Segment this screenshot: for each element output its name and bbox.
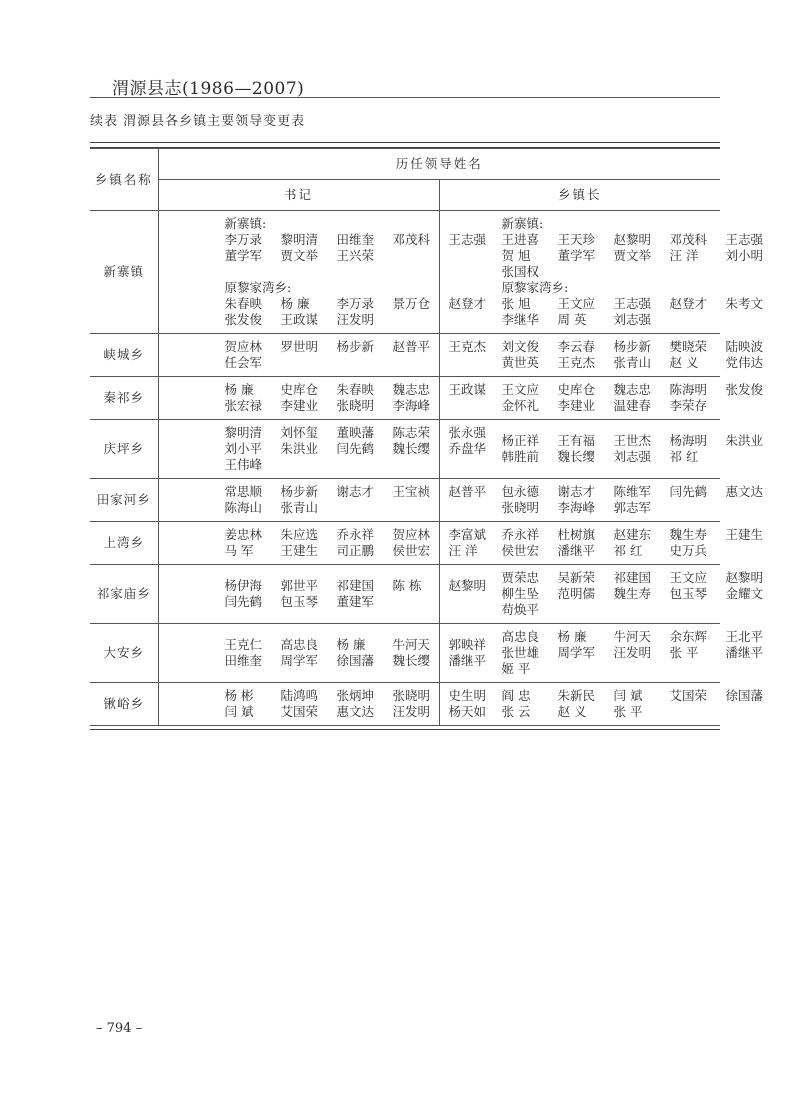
names-line [224, 425, 487, 441]
leader-name: 贾文举 [613, 248, 652, 263]
leader-name: 苟焕平 [501, 602, 540, 617]
names-line [502, 398, 721, 414]
leader-name: 李荣存 [669, 398, 708, 413]
leader-name: 朱洪业 [725, 433, 764, 448]
column-header-leaders: 历任领导姓名 [158, 149, 720, 180]
table-bottom-rule [90, 726, 720, 730]
leader-name: 邓茂科 [392, 232, 431, 247]
leader-name: 刘小明 [725, 248, 764, 263]
leader-name: 祁 红 [669, 449, 699, 464]
leader-name: 田维奎 [224, 653, 263, 668]
leader-name: 柳生坠 [501, 586, 540, 601]
leader-name: 魏志忠 [392, 382, 431, 397]
leader-name: 党伟达 [725, 355, 764, 370]
leader-name: 魏长缨 [557, 449, 596, 464]
leader-name: 张世雄 [501, 645, 540, 660]
leader-name: 刘小平 [224, 441, 263, 456]
leader-name: 李继华 [501, 312, 540, 327]
column-header-town-head: 乡镇长 [439, 180, 720, 211]
leader-name: 朱春映 [224, 296, 263, 311]
names-line [501, 248, 764, 264]
names-line [224, 653, 487, 669]
town-name-cell: 新寨镇 [90, 211, 158, 334]
leader-name: 陈海山 [224, 500, 263, 515]
names-line [501, 688, 764, 704]
names-line [225, 594, 439, 610]
leader-name: 王文应 [501, 382, 540, 397]
leader-name: 陈海明 [669, 382, 708, 397]
leader-name: 刘志强 [613, 312, 652, 327]
leader-name: 杨伊海 [224, 578, 263, 593]
column-header-secretary: 书记 [158, 180, 439, 211]
leader-name: 罗世明 [280, 339, 319, 354]
town-name-cell: 祁家庙乡 [90, 565, 158, 624]
leader-name: 郭志军 [613, 500, 652, 515]
leader-name: 汪发明 [613, 645, 652, 660]
leader-name: 惠文达 [725, 484, 764, 499]
leader-name: 张 平 [669, 645, 699, 660]
leader-name: 史库仓 [557, 382, 596, 397]
leader-name: 李建业 [557, 398, 596, 413]
leader-name: 汪发明 [392, 704, 431, 719]
town-name-cell: 大安乡 [90, 624, 158, 683]
leader-name: 王北平 [725, 629, 764, 644]
leader-name: 赵普平 [392, 339, 431, 354]
leader-name: 李万录 [336, 296, 375, 311]
names-line [501, 629, 764, 645]
leader-name: 张晓明 [336, 398, 375, 413]
names-line [224, 339, 487, 355]
leader-name: 杨步新 [280, 484, 319, 499]
town-name-cell: 庆坪乡 [90, 420, 158, 479]
leader-name: 金怀礼 [501, 398, 540, 413]
leader-name: 黎明清 [224, 425, 263, 440]
names-line [224, 441, 487, 457]
column-header-town: 乡镇名称 [90, 149, 158, 211]
leadership-table [90, 148, 764, 726]
town-head-names-cell [439, 565, 764, 624]
names-line [225, 457, 439, 473]
leader-name: 黄世英 [501, 355, 540, 370]
leader-name: 贾荣忠 [501, 570, 540, 585]
secretary-names-cell [158, 522, 487, 565]
leader-name: 惠文达 [336, 704, 375, 719]
leader-name: 杨海明 [669, 433, 708, 448]
leader-name: 高忠良 [280, 637, 319, 652]
leader-name: 牛河天 [392, 637, 431, 652]
leader-name: 赵建东 [613, 527, 652, 542]
leader-name: 史生明 [448, 688, 487, 703]
leader-name: 郭世平 [280, 578, 319, 593]
town-name-cell: 上湾乡 [90, 522, 158, 565]
names-line [225, 248, 439, 264]
leader-name: 李海峰 [557, 500, 596, 515]
leader-name: 谢志才 [336, 484, 375, 499]
names-line [224, 543, 478, 559]
subdivision-label: 原黎家湾乡: [501, 280, 569, 295]
leader-name: 包玉琴 [669, 586, 708, 601]
leader-name: 魏长缨 [392, 441, 431, 456]
table-caption: 续表 渭源县各乡镇主要领导变更表 [90, 114, 306, 129]
leader-name: 姜忠林 [224, 527, 263, 542]
leader-name: 魏生寿 [669, 527, 708, 542]
names-line [501, 296, 764, 312]
leader-name: 高忠良 [501, 629, 540, 644]
leader-name: 王志强 [725, 232, 764, 247]
subdivision-label: 新寨镇: [501, 216, 544, 231]
names-line [501, 433, 764, 449]
subdivision-label: 新寨镇: [224, 216, 267, 231]
leader-name: 史库仓 [280, 382, 319, 397]
names-line [225, 500, 439, 516]
names-line [224, 382, 487, 398]
names-line [224, 578, 487, 594]
names-line [224, 296, 487, 312]
leader-name: 闫 斌 [613, 688, 643, 703]
leader-name: 张永强 [448, 425, 487, 440]
leader-name: 李海峰 [392, 398, 431, 413]
names-line [224, 688, 487, 704]
town-name-cell: 锹峪乡 [90, 683, 158, 726]
names-line [502, 449, 721, 465]
leader-name: 周学军 [557, 645, 596, 660]
leader-name: 乔盘华 [448, 441, 487, 456]
leader-name: 金耀文 [725, 586, 764, 601]
leader-name: 闫先鹤 [224, 594, 263, 609]
town-head-names-cell [439, 211, 764, 334]
leader-name: 艾国荣 [280, 704, 319, 719]
names-line [224, 637, 487, 653]
names-line [501, 382, 764, 398]
leadership-table-wrapper [90, 142, 764, 730]
secretary-names-cell [158, 334, 487, 377]
leader-name: 朱洪业 [280, 441, 319, 456]
leader-name: 王伟峰 [224, 457, 263, 472]
leader-name: 余东辉 [669, 629, 708, 644]
leader-name: 王进喜 [501, 232, 540, 247]
leader-name: 魏志忠 [613, 382, 652, 397]
secretary-names-cell [158, 479, 487, 522]
leader-name: 艾国荣 [669, 688, 708, 703]
leader-name: 朱应选 [280, 527, 319, 542]
leader-name: 祁建国 [336, 578, 375, 593]
leader-name: 王宝祯 [392, 484, 431, 499]
leader-name: 田维奎 [336, 232, 375, 247]
leader-name: 朱春映 [336, 382, 375, 397]
leader-name: 黎明清 [280, 232, 319, 247]
leader-name: 朱考文 [725, 296, 764, 311]
leader-name: 杨 廉 [336, 637, 366, 652]
names-line [502, 602, 721, 618]
leader-name: 王天珍 [557, 232, 596, 247]
leader-name: 邓茂科 [669, 232, 708, 247]
names-line [501, 232, 764, 248]
leader-name: 赵黎明 [448, 578, 487, 593]
leader-name: 李建业 [280, 398, 319, 413]
leader-name: 徐国藩 [725, 688, 764, 703]
secretary-names-cell [158, 565, 487, 624]
leader-name: 董学军 [224, 248, 263, 263]
leader-name: 常思顺 [224, 484, 263, 499]
names-line [502, 312, 721, 328]
leader-name: 杨步新 [613, 339, 652, 354]
leader-name: 樊晓荣 [669, 339, 708, 354]
leader-name: 王克仁 [224, 637, 263, 652]
leader-name: 王克杰 [448, 339, 487, 354]
leader-name: 包永德 [501, 484, 540, 499]
leader-name: 刘文俊 [501, 339, 540, 354]
leader-name: 陈志荣 [392, 425, 431, 440]
subdivision-label: 原黎家湾乡: [224, 280, 292, 295]
secretary-names-cell [158, 420, 487, 479]
names-line [501, 339, 764, 355]
names-line [224, 704, 487, 720]
town-name-cell: 田家河乡 [90, 479, 158, 522]
leader-name: 杨 廉 [224, 382, 254, 397]
leader-name: 潘继平 [725, 645, 764, 660]
leader-name: 韩胜前 [501, 449, 540, 464]
leader-name: 王克杰 [557, 355, 596, 370]
names-line [225, 355, 439, 371]
leader-name: 王政谋 [280, 312, 319, 327]
table-row [90, 377, 720, 420]
secretary-names-cell [158, 683, 487, 726]
leader-name: 杨正祥 [501, 433, 540, 448]
leader-name: 王文应 [669, 570, 708, 585]
leader-name: 徐国藩 [336, 653, 375, 668]
leader-name: 杨 廉 [557, 629, 587, 644]
leader-name: 张炳坤 [336, 688, 375, 703]
leader-name: 谢志才 [557, 484, 596, 499]
names-line [502, 704, 721, 720]
leader-name: 贺 旭 [501, 248, 531, 263]
leader-name: 景万仓 [392, 296, 431, 311]
leader-name: 王文应 [557, 296, 596, 311]
leader-name: 魏长缨 [392, 653, 431, 668]
leader-name: 乔永祥 [336, 527, 375, 542]
leader-name: 周 英 [557, 312, 587, 327]
leader-name: 祁 红 [613, 543, 643, 558]
leader-name: 赵普平 [448, 484, 487, 499]
table-row [90, 683, 720, 726]
leader-name: 魏生寿 [613, 586, 652, 601]
names-line [502, 543, 721, 559]
leader-name: 王建生 [280, 543, 319, 558]
leader-name: 张宏禄 [224, 398, 263, 413]
names-line [224, 484, 487, 500]
leader-name: 杨 廉 [280, 296, 310, 311]
leader-name: 张发俊 [224, 312, 263, 327]
leader-name: 阎 忠 [501, 688, 531, 703]
secretary-names-cell [158, 377, 487, 420]
leader-name: 杨天如 [448, 704, 487, 719]
leader-name: 张青山 [280, 500, 319, 515]
leader-name: 杜树旗 [557, 527, 596, 542]
leader-name: 赵登才 [669, 296, 708, 311]
names-line [501, 484, 764, 500]
leader-name: 朱新民 [557, 688, 596, 703]
leader-name: 任会军 [224, 355, 263, 370]
leader-name: 陈维军 [613, 484, 652, 499]
names-line [501, 586, 764, 602]
leader-name: 马 军 [224, 543, 254, 558]
leader-name: 史万兵 [669, 543, 708, 558]
secretary-names-cell [158, 211, 487, 334]
leader-name: 闫先鹤 [669, 484, 708, 499]
town-name-cell: 峡城乡 [90, 334, 158, 377]
leader-name: 潘继平 [557, 543, 596, 558]
leader-name: 温建春 [613, 398, 652, 413]
table-row [90, 479, 720, 522]
names-line [501, 645, 764, 661]
names-line [225, 312, 439, 328]
leader-name: 郭映祥 [448, 637, 487, 652]
leader-name: 祁建国 [613, 570, 652, 585]
leader-name: 陆鸿鸣 [280, 688, 319, 703]
leader-name: 张青山 [613, 355, 652, 370]
leader-name: 王建生 [725, 527, 764, 542]
secretary-names-cell [158, 624, 487, 683]
leader-name: 贺应林 [224, 339, 263, 354]
table-row [90, 624, 720, 683]
leader-name: 潘继平 [448, 653, 487, 668]
leader-name: 侯世宏 [392, 543, 431, 558]
leader-name: 闫先鹤 [336, 441, 375, 456]
leader-name: 乔永祥 [501, 527, 540, 542]
names-line [225, 398, 439, 414]
leader-name: 刘怀玺 [280, 425, 319, 440]
leader-name: 姬 平 [501, 661, 531, 676]
names-line [224, 527, 487, 543]
names-line [501, 355, 764, 371]
names-line [502, 264, 721, 280]
leader-name: 陆映波 [725, 339, 764, 354]
leader-name: 王志强 [448, 232, 487, 247]
leader-name: 李万录 [224, 232, 263, 247]
running-header-title: 渭源县志(1986—2007) [112, 79, 305, 99]
leader-name: 张发俊 [725, 382, 764, 397]
leader-name: 周学军 [280, 653, 319, 668]
leader-name: 李富斌 [448, 527, 487, 542]
table-row [90, 211, 720, 334]
leader-name: 司正鹏 [336, 543, 375, 558]
leader-name: 范明儒 [557, 586, 596, 601]
leader-name: 李云春 [557, 339, 596, 354]
leader-name: 闫 斌 [224, 704, 254, 719]
leader-name: 张国权 [501, 264, 540, 279]
leader-name: 包玉琴 [280, 594, 319, 609]
leader-name: 汪发明 [336, 312, 375, 327]
leader-name: 杨步新 [336, 339, 375, 354]
leader-name: 牛河天 [613, 629, 652, 644]
names-line [224, 232, 487, 248]
leader-name: 陈 栋 [392, 578, 422, 593]
leader-name: 张晓明 [501, 500, 540, 515]
table-row [90, 420, 720, 479]
leader-name: 贾文举 [280, 248, 319, 263]
names-line [501, 570, 764, 586]
leader-name: 赵登才 [448, 296, 487, 311]
leader-name: 董映藩 [336, 425, 375, 440]
leader-name: 董建军 [336, 594, 375, 609]
leader-name: 王世杰 [613, 433, 652, 448]
leader-name: 杨 彬 [224, 688, 254, 703]
leader-name: 汪 洋 [448, 543, 478, 558]
names-line [502, 661, 721, 677]
leader-name: 侯世宏 [501, 543, 540, 558]
blank-line [225, 264, 439, 280]
town-name-cell: 秦祁乡 [90, 377, 158, 420]
table-row [90, 334, 720, 377]
page-number: – 794 – [96, 1021, 143, 1036]
names-line [501, 527, 764, 543]
leader-name: 贺应林 [392, 527, 431, 542]
table-body [90, 211, 764, 726]
names-line [502, 500, 721, 516]
leader-name: 王兴荣 [336, 248, 375, 263]
leader-name: 张 平 [613, 704, 643, 719]
leader-name: 赵黎明 [613, 232, 652, 247]
leader-name: 赵黎明 [725, 570, 764, 585]
table-row [90, 565, 720, 624]
leader-name: 张晓明 [392, 688, 431, 703]
leader-name: 赵 义 [557, 704, 587, 719]
leader-name: 董学军 [557, 248, 596, 263]
leader-name: 张 旭 [501, 296, 531, 311]
leader-name: 王政谋 [448, 382, 487, 397]
leader-name: 赵 义 [669, 355, 699, 370]
leader-name: 王志强 [613, 296, 652, 311]
table-row [90, 522, 720, 565]
leader-name: 刘志强 [613, 449, 652, 464]
leader-name: 王有福 [557, 433, 596, 448]
leader-name: 张 云 [501, 704, 531, 719]
header-rule [90, 97, 720, 98]
leader-name: 吴新荣 [557, 570, 596, 585]
leader-name: 汪 洋 [669, 248, 699, 263]
